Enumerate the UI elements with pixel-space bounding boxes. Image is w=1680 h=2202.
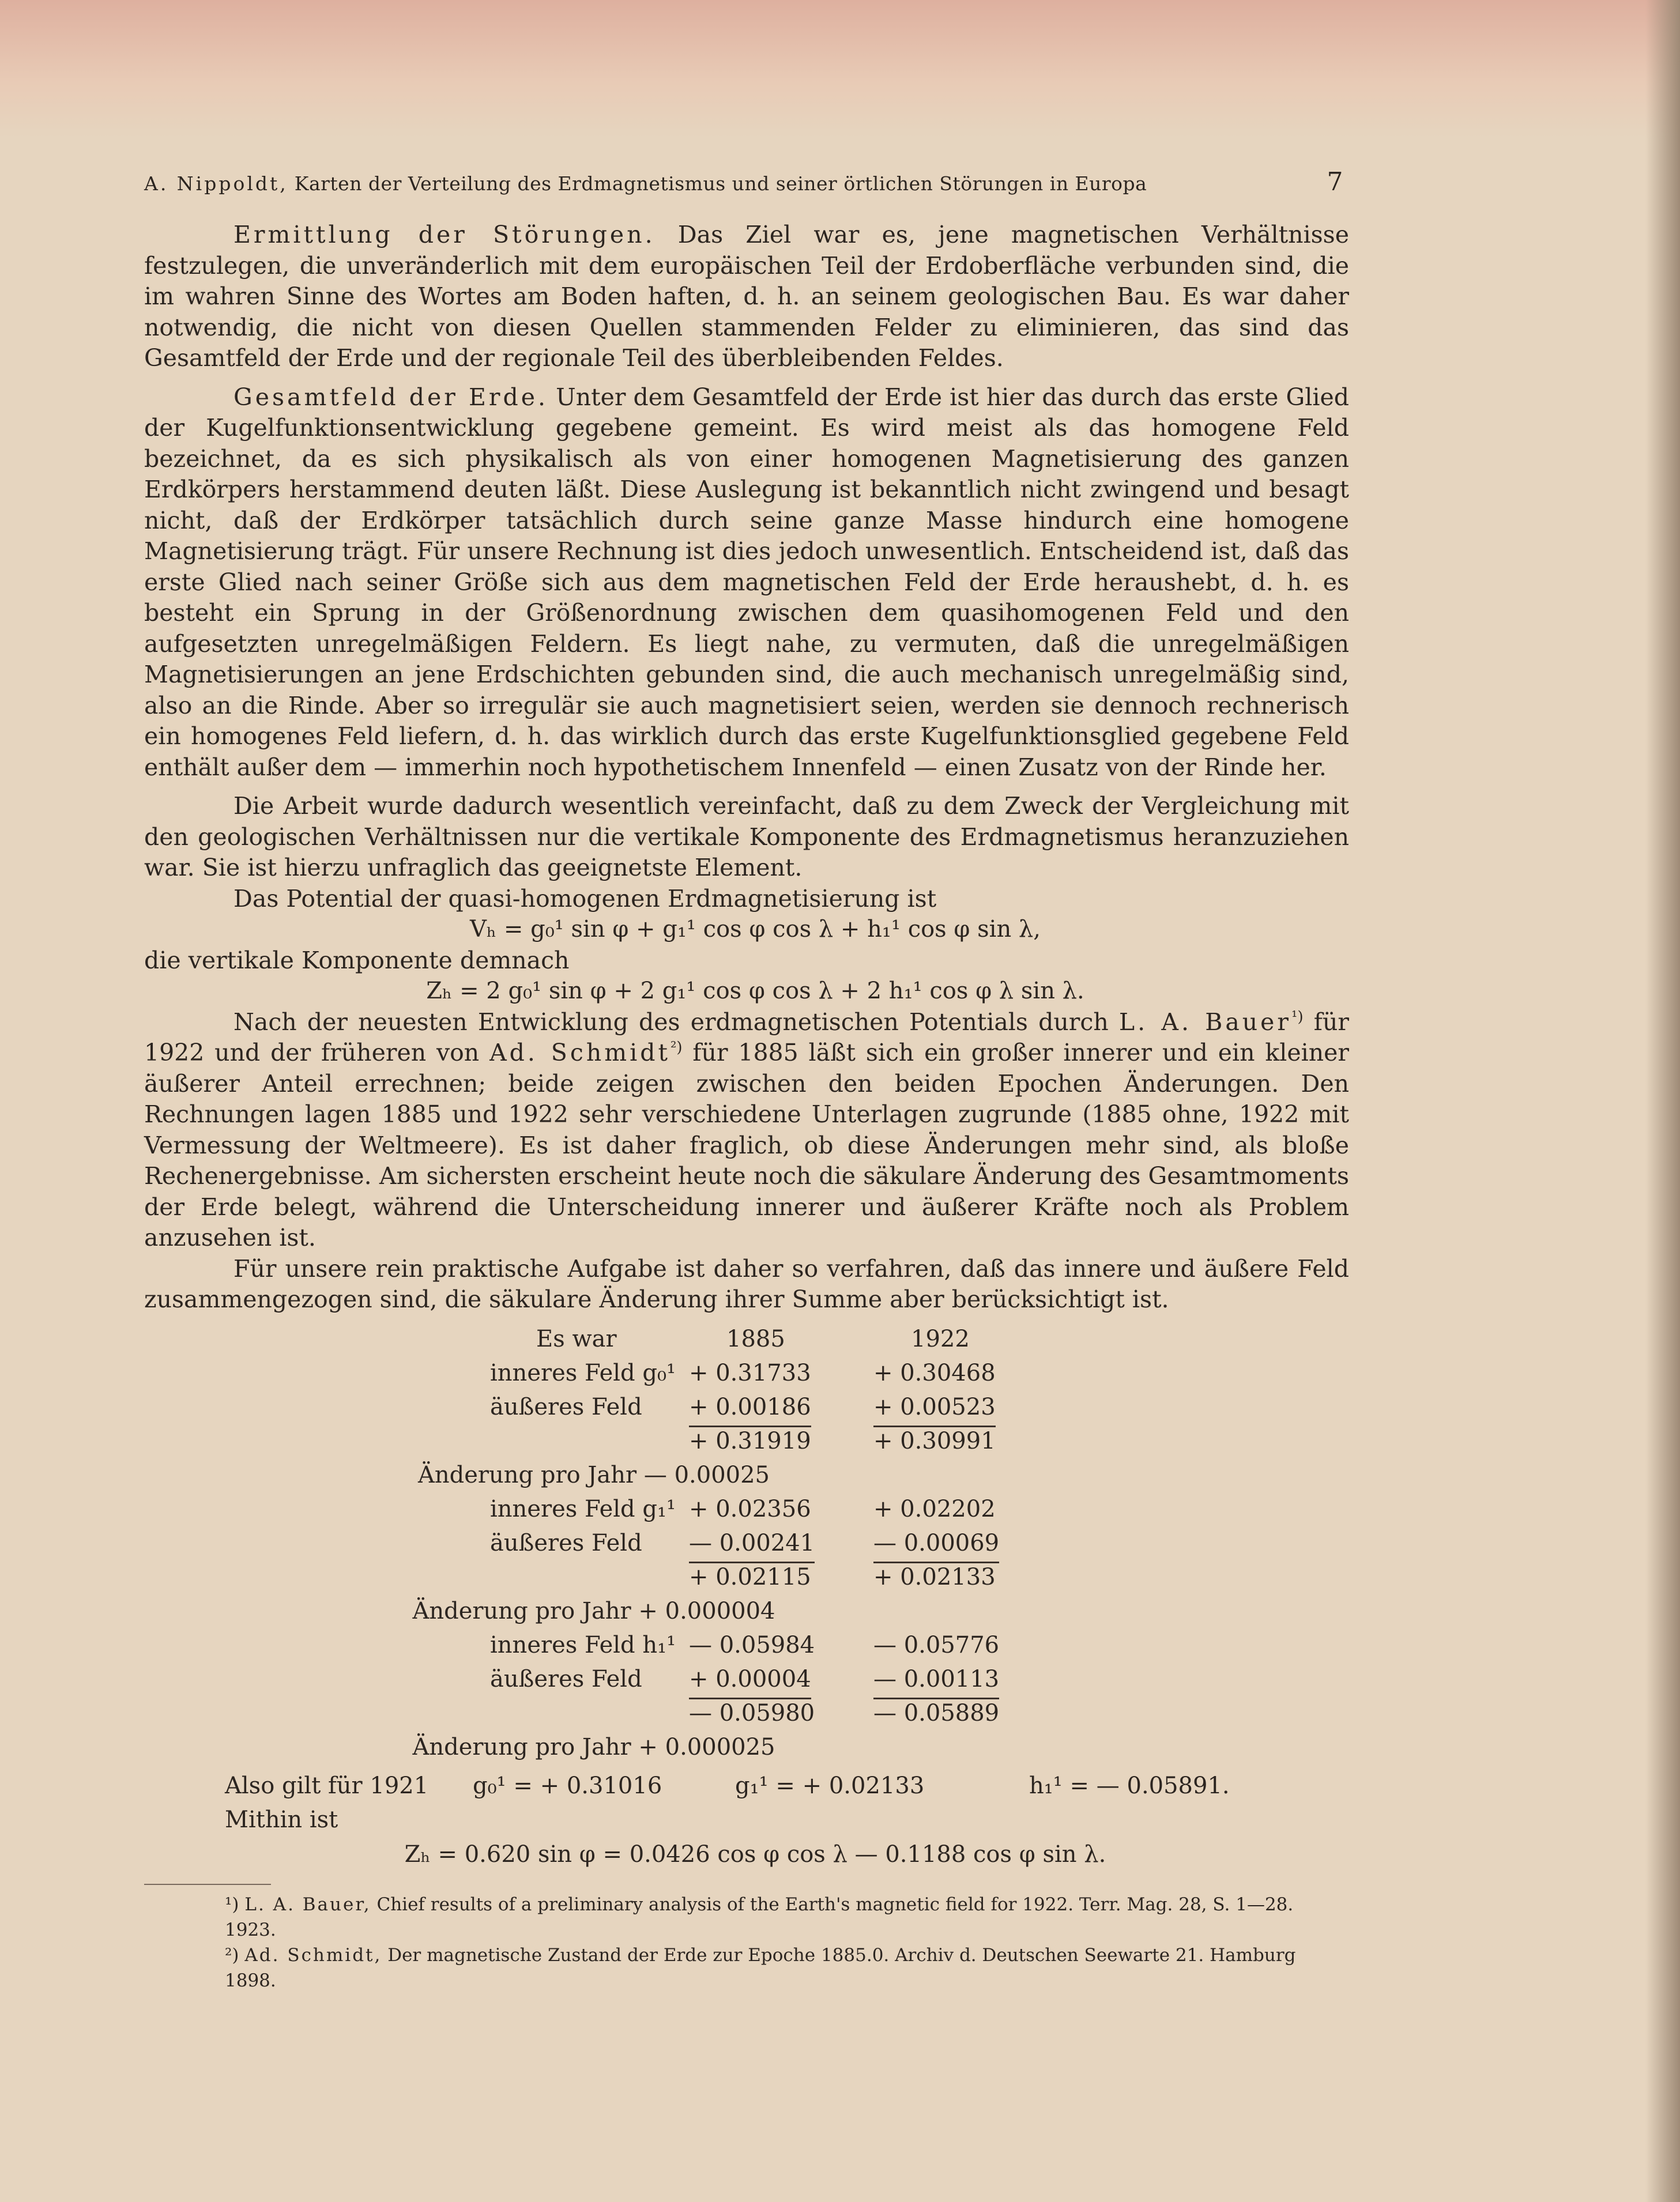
change-per-year: Änderung pro Jahr + 0.000025 bbox=[412, 1733, 775, 1760]
table-change-row bbox=[144, 1458, 1349, 1492]
scan-shadow-right bbox=[1645, 0, 1680, 2202]
value-1922: — 0.00113 bbox=[873, 1662, 999, 1699]
paragraph-text: Nach der neuesten Entwicklung des erdmagnetischen Potentials durch bbox=[233, 1008, 1109, 1036]
footnote-ref-2[interactable]: ²) bbox=[670, 1039, 683, 1057]
value-1922: + 0.00523 bbox=[873, 1390, 996, 1427]
change-per-year: Änderung pro Jahr + 0.000004 bbox=[412, 1597, 775, 1624]
value-1885: + 0.00186 bbox=[689, 1390, 811, 1427]
sum-1885: — 0.05980 bbox=[689, 1699, 815, 1726]
formula-zh-final: Zₕ = 0.620 sin φ = 0.0426 cos φ cos λ — 0.1188 cos φ sin λ. bbox=[404, 1841, 1106, 1868]
run-in-head: Ermittlung der Störungen. bbox=[233, 221, 656, 248]
sum-1885: + 0.02115 bbox=[689, 1563, 811, 1590]
table-sum-row bbox=[144, 1696, 1349, 1730]
footnote-text: Chief results of a preliminary analysis of the Earth's magnetic field for 1922. Terr. Mag. 28, S. 1—28. 1923. bbox=[225, 1894, 1294, 1940]
row-label: äußeres Feld bbox=[490, 1393, 642, 1420]
value-1922: + 0.02202 bbox=[873, 1495, 996, 1522]
coefficient-table bbox=[144, 1322, 1349, 1764]
footnote-divider bbox=[144, 1884, 271, 1885]
result-g0: g₀¹ = + 0.31016 bbox=[473, 1772, 662, 1799]
table-change-row bbox=[144, 1730, 1349, 1764]
table-sum-row bbox=[144, 1424, 1349, 1458]
scan-shadow-top bbox=[0, 0, 1680, 138]
table-sum-row bbox=[144, 1560, 1349, 1594]
footnote-ref-1[interactable]: ¹) bbox=[1291, 1008, 1304, 1025]
running-header bbox=[144, 167, 1349, 197]
paragraph-text: Das Ziel war es, jene magnetischen Verhältnisse festzulegen, die unveränderlich mit dem europäischen Teil der Erdoberfläche verbunden sind, die im wahren Sinne des Wortes am Boden haften, d. h. an seinem geologischen Bau. Es war daher notwendig, die nicht von diesen Quellen stammenden Felder zu eliminieren, das sind das Gesamtfeld der Erde und der regionale Teil des überbleibenden Feldes. bbox=[144, 221, 1349, 372]
row-label: inneres Feld g₀¹ bbox=[490, 1359, 676, 1386]
paragraph-vertikal: Die Arbeit wurde dadurch wesentlich vereinfacht, daß zu dem Zweck der Vergleichung mit den geologischen Verhältnissen nur die vertikale Komponente des Erdmagnetismus heranzuziehen war. Sie ist hierzu unfraglich das geeignetste Element. bbox=[144, 792, 1349, 881]
table-row bbox=[144, 1356, 1349, 1390]
footnote-mark: ²) bbox=[225, 1945, 239, 1966]
value-1922: — 0.00069 bbox=[873, 1526, 999, 1563]
formula-zh: Zₕ = 2 g₀¹ sin φ + 2 g₁¹ cos φ cos λ + 2 h₁¹ cos φ λ sin λ. bbox=[426, 978, 1084, 1004]
header-text bbox=[144, 172, 1147, 195]
result-block bbox=[144, 1769, 1349, 1837]
value-1885: + 0.02356 bbox=[689, 1495, 811, 1522]
paragraph-gesamtfeld bbox=[144, 382, 1349, 783]
run-in-head: Gesamtfeld der Erde. bbox=[233, 383, 549, 411]
paragraph-text: für 1885 läßt sich ein großer innerer und ein kleiner äußerer Anteil errechnen; beide zeigen zwischen den beiden Epochen Änderungen. Den Rechnungen lagen 1885 und 1922 sehr verschiedene Unterlagen zugrunde (1885 ohne, 1922 mit Vermessung der Weltmeere). Es ist daher fraglich, ob diese Änderungen mehr sind, als bloße Rechenergebnisse. Am sichersten erscheint heute noch die säkulare Änderung des Gesamtmoments der Erde belegt, während die Unterscheidung innerer und äußerer Kräfte noch als Problem anzusehen ist. bbox=[144, 1039, 1349, 1251]
table-group-g1 bbox=[144, 1492, 1349, 1628]
result-h1: h₁¹ = — 0.05891. bbox=[1029, 1772, 1230, 1799]
header-author: A. Nippoldt, bbox=[144, 172, 288, 195]
table-row bbox=[144, 1390, 1349, 1424]
mithin-label: Mithin ist bbox=[225, 1806, 338, 1833]
sum-1922: + 0.30991 bbox=[873, 1427, 996, 1454]
table-head-label: Es war bbox=[536, 1325, 617, 1352]
table-change-row bbox=[144, 1594, 1349, 1628]
table-row bbox=[144, 1526, 1349, 1560]
header-title: Karten der Verteilung des Erdmagnetismus und seiner örtlichen Störungen in Europa bbox=[294, 172, 1147, 195]
value-1885: + 0.00004 bbox=[689, 1662, 811, 1699]
table-row bbox=[144, 1628, 1349, 1662]
result-g1: g₁¹ = + 0.02133 bbox=[735, 1772, 925, 1799]
paragraph-potential: Das Potential der quasi-homogenen Erdmagnetisierung ist bbox=[233, 884, 937, 913]
value-1885: + 0.31733 bbox=[689, 1359, 811, 1386]
page-number: 7 bbox=[1327, 167, 1343, 197]
table-group-g0 bbox=[144, 1356, 1349, 1492]
value-1922: + 0.30468 bbox=[873, 1359, 996, 1386]
change-per-year: Änderung pro Jahr — 0.00025 bbox=[417, 1461, 770, 1488]
sum-1885: + 0.31919 bbox=[689, 1427, 811, 1454]
value-1922: — 0.05776 bbox=[873, 1631, 1000, 1658]
table-group-h1 bbox=[144, 1628, 1349, 1764]
footnote-2 bbox=[144, 1943, 1349, 1993]
sum-1922: + 0.02133 bbox=[873, 1563, 996, 1590]
footnote-mark: ¹) bbox=[225, 1894, 239, 1915]
paragraph-text: Unter dem Gesamtfeld der Erde ist hier das durch das erste Glied der Kugelfunktionsentwicklung gegebene gemeint. Es wird meist als das homogene Feld bezeichnet, da es sich physikalisch als von einer homogenen Magnetisierung des ganzen Erdkörpers herstammend deuten läßt. Diese Auslegung ist bekanntlich nicht zwingend und besagt nicht, daß der Erdkörper tatsächlich durch seine ganze Masse hindurch eine homogene Magnetisierung trägt. Für unsere Rechnung ist dies jedoch unwesentlich. Entscheidend ist, daß das erste Glied nach seiner Größe sich aus dem magnetischen Feld der Erde heraushebt, d. h. es besteht ein Sprung in der Größenordnung zwischen dem quasihomogenen Feld und den aufgesetzten unregelmäßigen Feldern. Es liegt nahe, zu vermuten, daß die unregelmäßigen Magnetisierungen an jene Erdschichten gebunden sind, die auch mechanisch unregelmäßig sind, also an die Rinde. Aber so irregulär sie auch magnetisiert seien, werden sie dennoch rechnerisch ein homogenes Feld liefern, d. h. das wirklich durch das erste Kugelfunktionsglied gegebene Feld enthält außer dem — immerhin noch hypothetischem Innenfeld — einen Zusatz von der Rinde her. bbox=[144, 383, 1349, 781]
value-1885: — 0.05984 bbox=[689, 1631, 815, 1658]
paragraph-entwicklung bbox=[144, 1007, 1349, 1254]
row-label: äußeres Feld bbox=[490, 1529, 642, 1556]
paragraph-aufgabe: Für unsere rein praktische Aufgabe ist daher so verfahren, daß das innere und äußere Feld zusammengezogen sind, die säkulare Änderung ihrer Summe aber berücksichtigt ist. bbox=[144, 1254, 1349, 1313]
paragraph-ermittlung bbox=[144, 220, 1349, 374]
table-header-row bbox=[144, 1322, 1349, 1356]
author-name-bauer: L. A. Bauer bbox=[1118, 1008, 1292, 1036]
row-label: inneres Feld h₁¹ bbox=[490, 1631, 676, 1658]
paragraph-text: für 1922 und der früheren von bbox=[144, 1008, 1349, 1066]
page-body bbox=[144, 167, 1349, 1993]
paragraph-komponente: die vertikale Komponente demnach bbox=[144, 946, 570, 974]
footnote-1 bbox=[144, 1892, 1349, 1943]
table-head-1922: 1922 bbox=[911, 1325, 970, 1352]
row-label: äußeres Feld bbox=[490, 1665, 642, 1692]
table-row bbox=[144, 1492, 1349, 1526]
formula-vh: Vₕ = g₀¹ sin φ + g₁¹ cos φ cos λ + h₁¹ cos φ sin λ, bbox=[470, 916, 1041, 942]
value-1885: — 0.00241 bbox=[689, 1526, 815, 1563]
footnote-author: Ad. Schmidt, bbox=[244, 1945, 382, 1966]
table-row bbox=[144, 1662, 1349, 1696]
footnote-author: L. A. Bauer, bbox=[244, 1894, 371, 1915]
footnote-text: Der magnetische Zustand der Erde zur Epoche 1885.0. Archiv d. Deutschen Seewarte 21. Hamburg 1898. bbox=[225, 1945, 1296, 1991]
result-label: Also gilt für 1921 bbox=[225, 1772, 429, 1799]
table-head-1885: 1885 bbox=[726, 1325, 785, 1352]
author-name-schmidt: Ad. Schmidt bbox=[489, 1039, 671, 1066]
row-label: inneres Feld g₁¹ bbox=[490, 1495, 676, 1522]
sum-1922: — 0.05889 bbox=[873, 1699, 1000, 1726]
